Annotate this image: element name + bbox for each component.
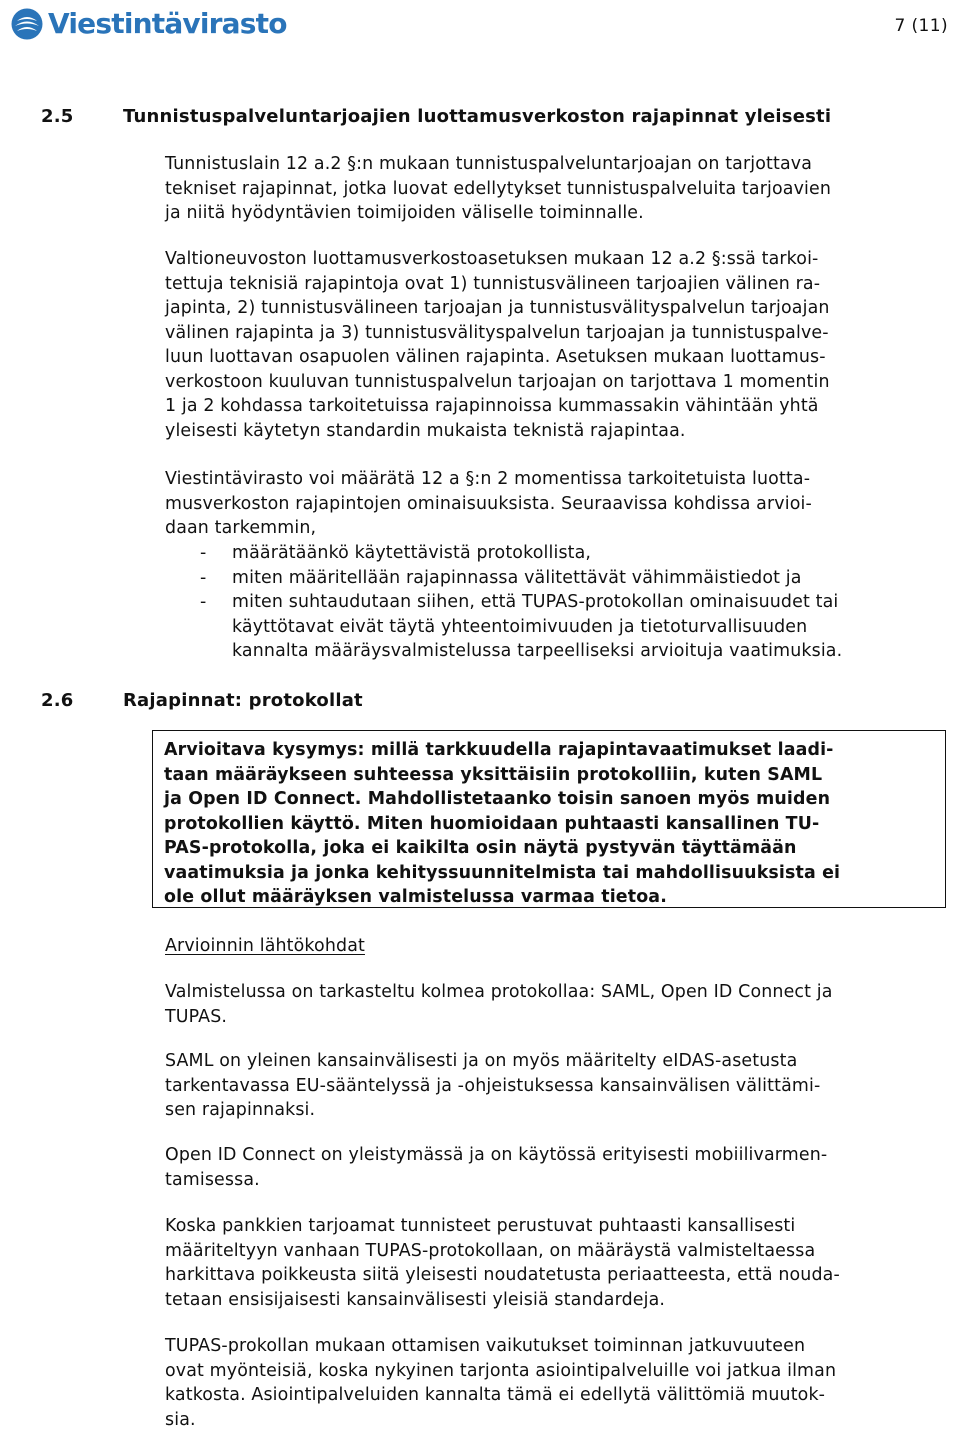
- text-line: verkostoon kuuluvan tunnistuspalvelun tarjoajan on tarjottava 1 momentin: [165, 370, 951, 395]
- list-dash: -: [200, 590, 206, 615]
- text-line: yleisesti käytetyn standardin mukaista teknistä rajapintaa.: [165, 419, 951, 444]
- list-item: [200, 566, 960, 591]
- header-logo: [10, 4, 287, 44]
- text-line: tamisessa.: [165, 1168, 951, 1193]
- section-heading-2-6: [41, 690, 363, 711]
- paragraph: [165, 1143, 951, 1192]
- text-line: musverkoston rajapintojen ominaisuuksista. Seuraavissa kohdissa arvioi-: [165, 492, 951, 517]
- text-line: luun luottavan osapuolen välinen rajapinta. Asetuksen mukaan luottamus-: [165, 345, 951, 370]
- text-line: daan tarkemmin,: [165, 516, 951, 541]
- text-line: Koska pankkien tarjoamat tunnisteet perustuvat puhtaasti kansallisesti: [165, 1214, 951, 1239]
- paragraph: [165, 247, 951, 443]
- text-line: sia.: [165, 1408, 951, 1432]
- paragraph: [165, 1334, 951, 1432]
- paragraph: [165, 152, 951, 226]
- text-line: SAML on yleinen kansainvälisesti ja on myös määritelty eIDAS-asetusta: [165, 1049, 951, 1074]
- text-line: Valtioneuvoston luottamusverkostoasetuksen mukaan 12 a.2 §:ssä tarkoi-: [165, 247, 951, 272]
- text-line: tarkentavassa EU-sääntelyssä ja -ohjeistuksessa kansainvälisen välittämi-: [165, 1074, 951, 1099]
- text-line: sen rajapinnaksi.: [165, 1098, 951, 1123]
- text-line: ja Open ID Connect. Mahdollistetaanko toisin sanoen myös muiden: [164, 787, 935, 812]
- bullet-list: [200, 541, 960, 664]
- list-item: [200, 541, 960, 566]
- text-line: määrätäänkö käytettävistä protokollista,: [232, 541, 960, 566]
- text-line: katkosta. Asiointipalveluiden kannalta tämä ei edellytä välittömiä muutok-: [165, 1383, 951, 1408]
- text-line: välinen rajapinta ja 3) tunnistusvälityspalvelun tarjoajan ja tunnistuspalve-: [165, 321, 951, 346]
- section-heading-2-5: [41, 106, 831, 127]
- text-line: kannalta määräysvalmistelussa tarpeelliseksi arvioituja vaatimuksia.: [232, 639, 960, 664]
- text-line: vaatimuksia ja jonka kehityssuunnitelmista tai mahdollisuuksista ei: [164, 861, 935, 886]
- text-line: PAS-protokolla, joka ei kaikilta osin näytä pystyvän täyttämään: [164, 836, 935, 861]
- paragraph: [165, 467, 951, 541]
- viestintavirasto-logo-icon: [10, 7, 44, 41]
- paragraph: [165, 980, 951, 1029]
- text-line: Arvioitava kysymys: millä tarkkuudella rajapintavaatimukset laadi-: [164, 738, 935, 763]
- text-line: ovat myönteisiä, koska nykyinen tarjonta asiointipalveluille voi jatkua ilman: [165, 1359, 951, 1384]
- text-line: tettuja teknisiä rajapintoja ovat 1) tunnistusvälineen tarjoajien välinen ra-: [165, 272, 951, 297]
- text-line: taan määräykseen suhteessa yksittäisiin protokolliin, kuten SAML: [164, 763, 935, 788]
- text-line: Valmistelussa on tarkasteltu kolmea protokollaa: SAML, Open ID Connect ja: [165, 980, 951, 1005]
- text-line: protokollien käyttö. Miten huomioidaan puhtaasti kansallinen TU-: [164, 812, 935, 837]
- text-line: määriteltyyn vanhaan TUPAS-protokollaan, on määräystä valmisteltaessa: [165, 1239, 951, 1264]
- section-number: 2.6: [41, 690, 123, 711]
- text-line: Viestintävirasto voi määrätä 12 a §:n 2 momentissa tarkoitetuista luotta-: [165, 467, 951, 492]
- text-line: japinta, 2) tunnistusvälineen tarjoajan ja tunnistusvälityspalvelun tarjoajan: [165, 296, 951, 321]
- text-line: harkittava poikkeusta siitä yleisesti noudatetusta periaatteesta, että nouda-: [165, 1263, 951, 1288]
- paragraph: [165, 1214, 951, 1312]
- text-line: TUPAS-prokollan mukaan ottamisen vaikutukset toiminnan jatkuvuuteen: [165, 1334, 951, 1359]
- text-line: ja niitä hyödyntävien toimijoiden väliselle toiminnalle.: [165, 201, 951, 226]
- text-line: Open ID Connect on yleistymässä ja on käytössä erityisesti mobiilivarmen-: [165, 1143, 951, 1168]
- text-line: 1 ja 2 kohdassa tarkoitetuissa rajapinnoissa kummassakin vähintään yhtä: [165, 394, 951, 419]
- text-line: miten määritellään rajapinnassa välitettävät vähimmäistiedot ja: [232, 566, 960, 591]
- text-line: tetaan ensisijaisesti kansainvälisesti yleisiä standardeja.: [165, 1288, 951, 1313]
- section-title: Tunnistuspalveluntarjoajien luottamusverkoston rajapinnat yleisesti: [123, 106, 831, 127]
- page-number: 7 (11): [894, 16, 948, 36]
- subheading: Arvioinnin lähtökohdat: [165, 934, 365, 959]
- text-line: tekniset rajapinnat, jotka luovat edellytykset tunnistuspalveluita tarjoavien: [165, 177, 951, 202]
- section-number: 2.5: [41, 106, 123, 127]
- logo-text: Viestintävirasto: [48, 4, 287, 44]
- list-dash: -: [200, 541, 206, 566]
- section-title: Rajapinnat: protokollat: [123, 690, 363, 711]
- text-line: Tunnistuslain 12 a.2 §:n mukaan tunnistuspalveluntarjoajan on tarjottava: [165, 152, 951, 177]
- text-line: miten suhtaudutaan siihen, että TUPAS-protokollan ominaisuudet tai: [232, 590, 960, 615]
- list-item: [200, 590, 960, 664]
- text-line: käyttötavat eivät täytä yhteentoimivuuden ja tietoturvallisuuden: [232, 615, 960, 640]
- list-dash: -: [200, 566, 206, 591]
- text-line: ole ollut määräyksen valmistelussa varmaa tietoa.: [164, 885, 935, 910]
- paragraph: [165, 1049, 951, 1123]
- question-box: [152, 730, 946, 908]
- text-line: TUPAS.: [165, 1005, 951, 1030]
